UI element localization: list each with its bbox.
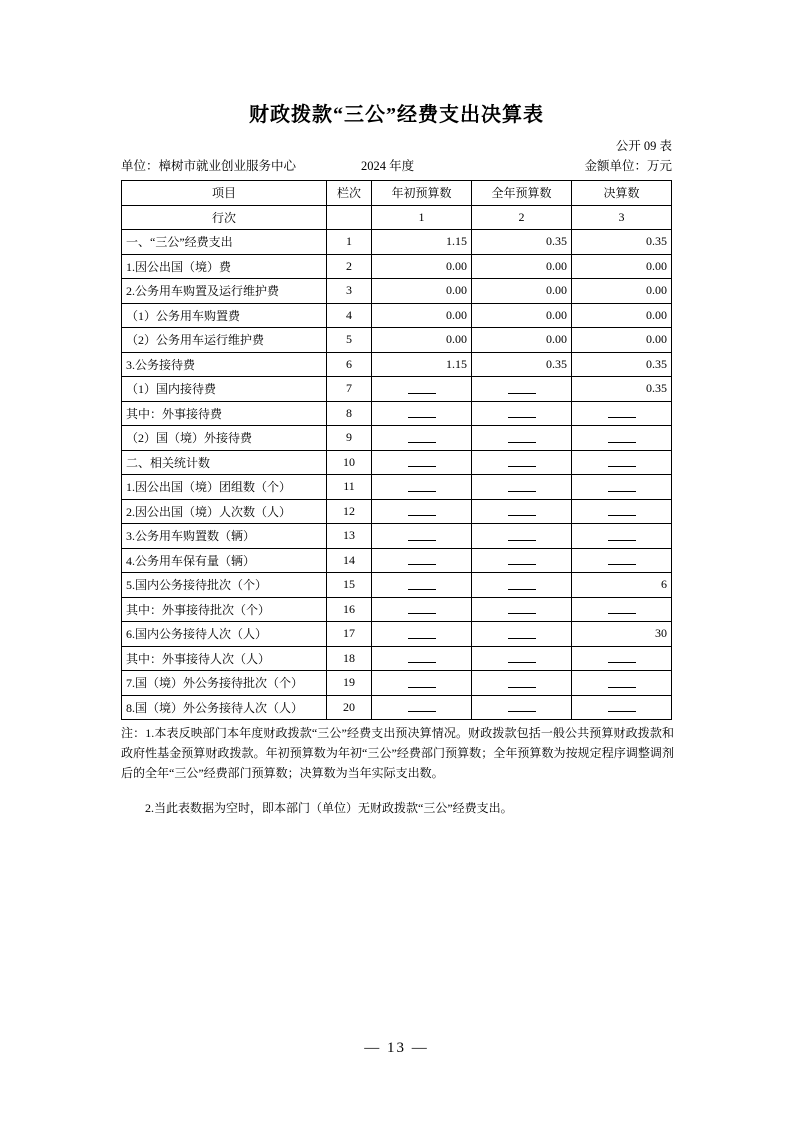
table-body (122, 230, 672, 720)
row-item-label: 2.因公出国（境）人次数（人） (122, 499, 327, 524)
table-row (122, 597, 672, 622)
empty-dash (408, 386, 436, 394)
empty-dash (408, 631, 436, 639)
empty-dash (508, 557, 536, 565)
row-number-cell: 11 (327, 475, 372, 500)
row-number-cell: 16 (327, 597, 372, 622)
row-number-cell: 15 (327, 573, 372, 598)
row-value-初预算数 (372, 597, 472, 622)
empty-dash (508, 582, 536, 590)
table-notes (121, 723, 674, 818)
row-value-初预算数 (372, 548, 472, 573)
empty-dash (508, 680, 536, 688)
header-初预算数: 年初预算数 (372, 181, 472, 206)
row-item-label: 其中：外事接待费 (122, 401, 327, 426)
empty-dash (508, 410, 536, 418)
row-value-初预算数: 1.15 (372, 352, 472, 377)
table-row (122, 524, 672, 549)
table-row (122, 377, 672, 402)
empty-dash (608, 459, 636, 467)
row-number-cell: 9 (327, 426, 372, 451)
row-value-初预算数: 0.00 (372, 303, 472, 328)
row-value-初预算数 (372, 671, 472, 696)
row-value-全年预算数 (472, 622, 572, 647)
row-value-初预算数 (372, 622, 472, 647)
row-number-cell: 14 (327, 548, 372, 573)
empty-dash (408, 508, 436, 516)
row-item-label: 3.公务用车购置数（辆） (122, 524, 327, 549)
row-value-初预算数 (372, 377, 472, 402)
table-row (122, 475, 672, 500)
row-value-决算数 (572, 671, 672, 696)
row-value-决算数 (572, 475, 672, 500)
row-number-cell: 10 (327, 450, 372, 475)
row-number-cell: 20 (327, 695, 372, 720)
empty-dash (408, 704, 436, 712)
row-value-全年预算数 (472, 524, 572, 549)
row-value-初预算数 (372, 475, 472, 500)
row-value-决算数 (572, 524, 672, 549)
row-value-全年预算数 (472, 426, 572, 451)
empty-dash (508, 533, 536, 541)
row-number-cell: 6 (327, 352, 372, 377)
row-item-label: 其中：外事接待批次（个） (122, 597, 327, 622)
row-value-决算数 (572, 499, 672, 524)
row-value-决算数 (572, 548, 672, 573)
row-item-label: 2.公务用车购置及运行维护费 (122, 279, 327, 304)
row-item-label: 一、“三公”经费支出 (122, 230, 327, 255)
row-number-cell: 13 (327, 524, 372, 549)
row-value-初预算数: 0.00 (372, 328, 472, 353)
row-value-初预算数: 0.00 (372, 279, 472, 304)
row-value-决算数: 0.00 (572, 254, 672, 279)
row-number-cell: 4 (327, 303, 372, 328)
row-item-label: 二、相关统计数 (122, 450, 327, 475)
table-row (122, 646, 672, 671)
note-2: 2.当此表数据为空时，即本部门（单位）无财政拨款“三公”经费支出。 (145, 801, 513, 815)
table-header-row (122, 181, 672, 206)
row-value-初预算数 (372, 450, 472, 475)
note-1: 注：1.本表反映部门本年度财政拨款“三公”经费支出预决算情况。财政拨款包括一般公共预算财政拨款和政府性基金预算财政拨款。年初预算数为年初“三公”经费部门预算数；全年预算数为按规定程序调整调剂后的全年“三公”经费部门预算数；决算数为当年实际支出数。 (121, 726, 674, 780)
empty-dash (608, 508, 636, 516)
row-number-cell: 2 (327, 254, 372, 279)
empty-dash (608, 680, 636, 688)
table-row (122, 573, 672, 598)
year-label: 2024 年度 (361, 159, 415, 173)
row-value-初预算数 (372, 426, 472, 451)
row-value-全年预算数: 0.35 (472, 352, 572, 377)
unit-label: 单位：樟树市就业创业服务中心 (121, 159, 297, 173)
empty-dash (408, 655, 436, 663)
empty-dash (608, 435, 636, 443)
page-number: — 13 — (364, 1040, 429, 1056)
row-item-label: （1）国内接待费 (122, 377, 327, 402)
row-item-label: 7.国（境）外公务接待批次（个） (122, 671, 327, 696)
row-value-全年预算数 (472, 499, 572, 524)
row-value-初预算数: 0.00 (372, 254, 472, 279)
empty-dash (508, 459, 536, 467)
row-value-决算数: 0.00 (572, 279, 672, 304)
row-item-label: 5.国内公务接待批次（个） (122, 573, 327, 598)
table-row (122, 279, 672, 304)
empty-dash (508, 386, 536, 394)
row-value-全年预算数 (472, 377, 572, 402)
row-value-决算数: 0.35 (572, 230, 672, 255)
table-row (122, 450, 672, 475)
table-row (122, 622, 672, 647)
row-value-全年预算数: 0.00 (472, 328, 572, 353)
empty-dash (608, 557, 636, 565)
empty-dash (608, 533, 636, 541)
row-value-决算数: 0.00 (572, 303, 672, 328)
header-column-no: 栏次 (327, 181, 372, 206)
row-value-初预算数 (372, 401, 472, 426)
row-item-label: 8.国（境）外公务接待人次（人） (122, 695, 327, 720)
row-value-全年预算数 (472, 646, 572, 671)
row-value-初预算数 (372, 499, 472, 524)
table-row (122, 303, 672, 328)
row-value-决算数: 0.00 (572, 328, 672, 353)
row-item-label: 6.国内公务接待人次（人） (122, 622, 327, 647)
page-title: 财政拨款“三公”经费支出决算表 (249, 104, 544, 126)
empty-dash (408, 606, 436, 614)
row-value-初预算数 (372, 573, 472, 598)
row-number-cell: 1 (327, 230, 372, 255)
row-value-初预算数 (372, 695, 472, 720)
empty-dash (408, 557, 436, 565)
row-value-决算数 (572, 426, 672, 451)
sheet-number: 公开 09 表 (615, 139, 672, 153)
row-number-cell: 19 (327, 671, 372, 696)
empty-dash (508, 606, 536, 614)
row-item-label: 4.公务用车保有量（辆） (122, 548, 327, 573)
row-value-决算数 (572, 597, 672, 622)
row-value-全年预算数 (472, 573, 572, 598)
empty-dash (508, 484, 536, 492)
row-value-全年预算数 (472, 401, 572, 426)
row-value-决算数 (572, 401, 672, 426)
row-value-全年预算数 (472, 695, 572, 720)
rownumber-label: 行次 (122, 205, 327, 230)
table-row (122, 695, 672, 720)
row-value-全年预算数: 0.00 (472, 303, 572, 328)
rownumber-2: 2 (472, 205, 572, 230)
empty-dash (408, 435, 436, 443)
empty-dash (408, 459, 436, 467)
row-value-全年预算数: 0.00 (472, 279, 572, 304)
header-决算数: 决算数 (572, 181, 672, 206)
row-value-初预算数 (372, 646, 472, 671)
row-number-cell: 17 (327, 622, 372, 647)
row-value-全年预算数: 0.00 (472, 254, 572, 279)
empty-dash (508, 508, 536, 516)
empty-dash (408, 410, 436, 418)
table-row (122, 548, 672, 573)
row-value-全年预算数 (472, 548, 572, 573)
row-item-label: 3.公务接待费 (122, 352, 327, 377)
row-number-cell: 18 (327, 646, 372, 671)
row-item-label: （2）国（境）外接待费 (122, 426, 327, 451)
three-public-expenditure-table (121, 180, 672, 720)
row-value-全年预算数 (472, 450, 572, 475)
header-item: 项目 (122, 181, 327, 206)
empty-dash (508, 704, 536, 712)
table-row (122, 230, 672, 255)
table-row (122, 254, 672, 279)
empty-dash (408, 533, 436, 541)
empty-dash (408, 680, 436, 688)
empty-dash (408, 484, 436, 492)
amount-unit-label: 金额单位：万元 (584, 159, 672, 173)
row-number-cell: 5 (327, 328, 372, 353)
empty-dash (608, 484, 636, 492)
row-number-cell: 3 (327, 279, 372, 304)
row-value-决算数 (572, 695, 672, 720)
table-meta-row (121, 156, 672, 174)
table-row (122, 671, 672, 696)
table-row (122, 499, 672, 524)
empty-dash (508, 435, 536, 443)
row-value-初预算数: 1.15 (372, 230, 472, 255)
empty-dash (608, 704, 636, 712)
row-number-cell: 12 (327, 499, 372, 524)
row-item-label: （2）公务用车运行维护费 (122, 328, 327, 353)
empty-dash (508, 655, 536, 663)
rownumber-blank (327, 205, 372, 230)
rownumber-3: 3 (572, 205, 672, 230)
empty-dash (608, 606, 636, 614)
row-item-label: 其中：外事接待人次（人） (122, 646, 327, 671)
empty-dash (508, 631, 536, 639)
empty-dash (608, 655, 636, 663)
row-item-label: 1.因公出国（境）团组数（个） (122, 475, 327, 500)
table-row (122, 426, 672, 451)
row-item-label: 1.因公出国（境）费 (122, 254, 327, 279)
row-value-全年预算数 (472, 475, 572, 500)
header-全年预算数: 全年预算数 (472, 181, 572, 206)
table-rownumber-row (122, 205, 672, 230)
row-value-初预算数 (372, 524, 472, 549)
row-value-决算数 (572, 450, 672, 475)
row-value-决算数: 30 (572, 622, 672, 647)
table-row (122, 328, 672, 353)
row-value-决算数: 0.35 (572, 352, 672, 377)
rownumber-1: 1 (372, 205, 472, 230)
row-number-cell: 8 (327, 401, 372, 426)
row-value-决算数 (572, 646, 672, 671)
table-row (122, 352, 672, 377)
row-item-label: （1）公务用车购置费 (122, 303, 327, 328)
row-value-全年预算数: 0.35 (472, 230, 572, 255)
row-value-全年预算数 (472, 671, 572, 696)
row-value-全年预算数 (472, 597, 572, 622)
row-value-决算数: 6 (572, 573, 672, 598)
empty-dash (608, 410, 636, 418)
row-value-决算数: 0.35 (572, 377, 672, 402)
row-number-cell: 7 (327, 377, 372, 402)
table-row (122, 401, 672, 426)
empty-dash (408, 582, 436, 590)
